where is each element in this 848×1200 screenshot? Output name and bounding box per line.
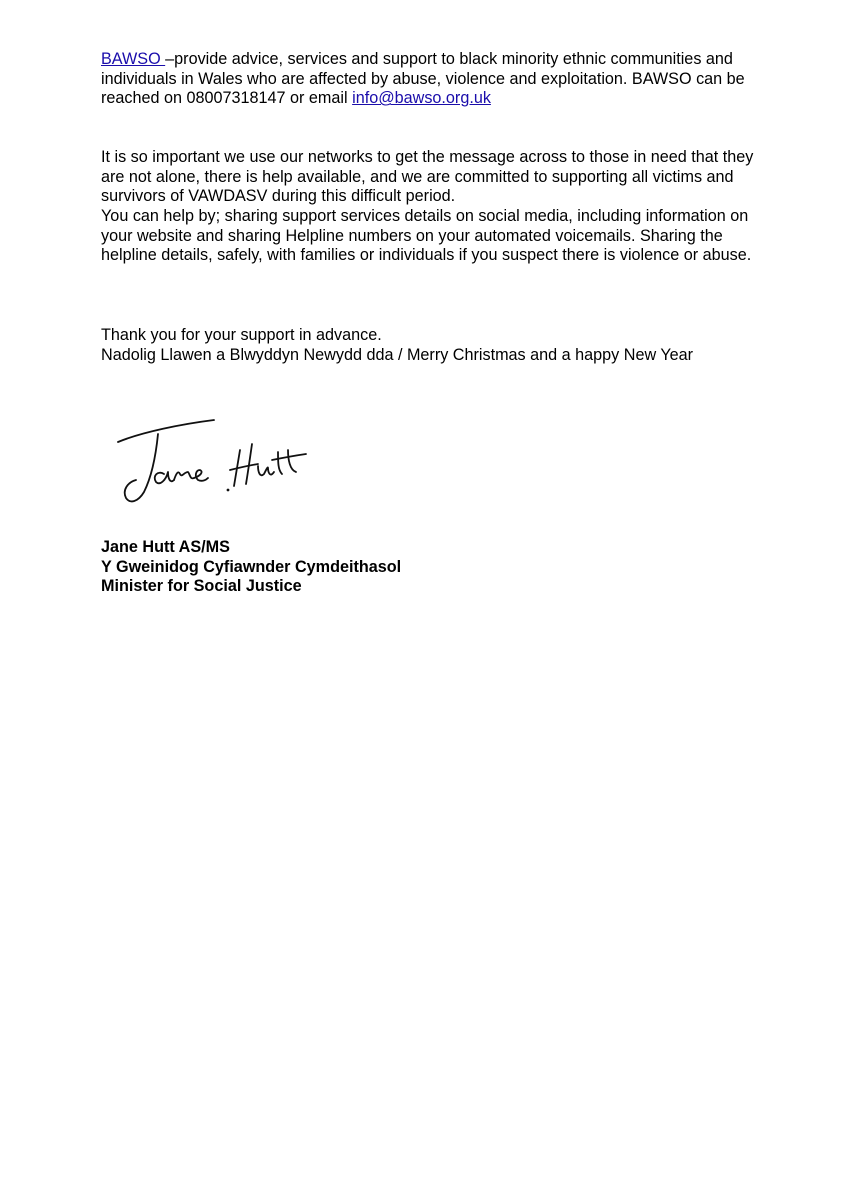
bawso-line-2: individuals in Wales who are affected by abuse, violence and exploitation. BAWSO can be [101, 69, 745, 88]
help-line-1: You can help by; sharing support services details on social media, including information on [101, 207, 749, 225]
help-line-3: helpline details, safely, with families or individuals if you suspect there is violence or abuse. [101, 246, 752, 265]
handwritten-signature [112, 414, 312, 509]
help-line-2: your website and sharing Helpline numbers on your automated voicemails. Sharing the [101, 226, 723, 245]
signatory-name: Jane Hutt AS/MS [101, 538, 230, 556]
bawso-line-1 [101, 50, 821, 70]
importance-line-2: are not alone, there is help available, and we are committed to supporting all victims and [101, 167, 734, 186]
bawso-contact-text: reached on 08007318147 or email [101, 89, 353, 108]
importance-line-3: survivors of VAWDASV during this difficult period. [101, 187, 456, 206]
help-paragraph [101, 207, 821, 266]
signatory-title-welsh: Y Gweinidog Cyfiawnder Cymdeithasol [101, 557, 402, 576]
greeting-line: Nadolig Llawen a Blwyddyn Newydd dda / Merry Christmas and a happy New Year [101, 345, 694, 364]
signature-block [101, 538, 821, 597]
bawso-description: –provide advice, services and support to black minority ethnic communities and [165, 50, 733, 68]
importance-paragraph [101, 148, 821, 207]
signatory-title-english: Minister for Social Justice [101, 577, 302, 596]
bawso-line-3 [101, 89, 821, 109]
thanks-line: Thank you for your support in advance. [101, 326, 382, 344]
bawso-paragraph [101, 50, 821, 109]
bawso-link[interactable]: BAWSO [101, 50, 166, 68]
closing-paragraph [101, 326, 821, 365]
importance-line-1: It is so important we use our networks to get the message across to those in need that they [101, 148, 754, 166]
bawso-email-link[interactable]: info@bawso.org.uk [352, 89, 491, 108]
